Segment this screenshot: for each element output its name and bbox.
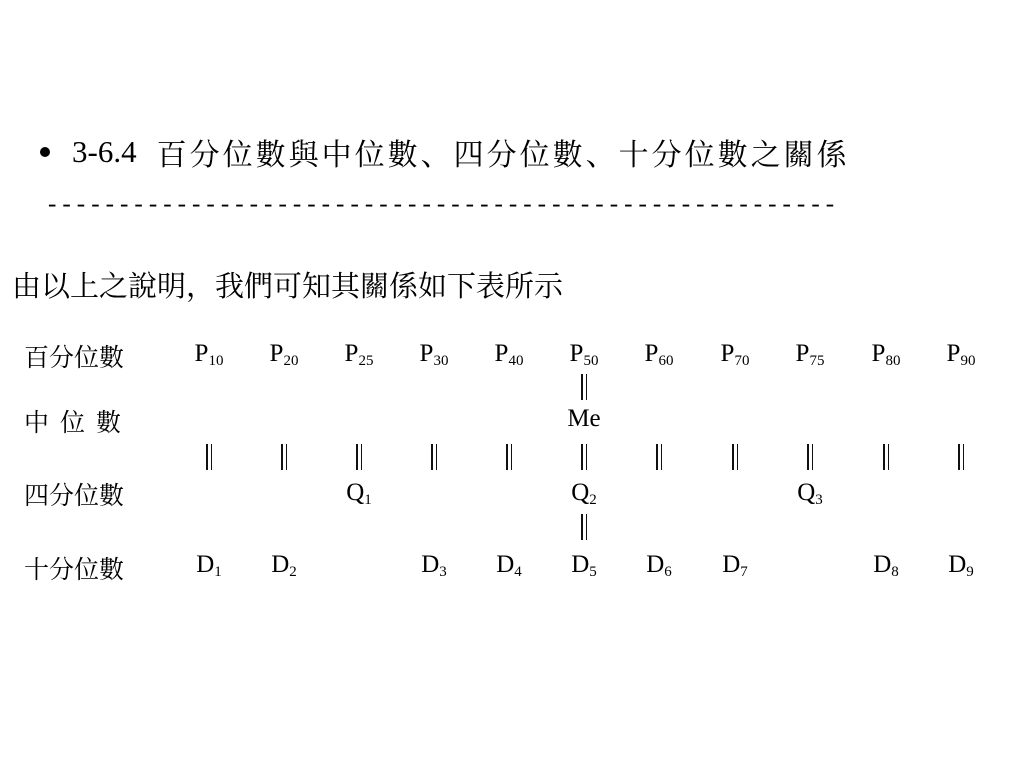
decile-cell: $D_5$ [571,551,597,580]
quartile-cell: $Q_3$ [797,479,823,508]
equals-mark [695,444,775,472]
equals-mark [169,444,249,472]
percentile-cell: $P_{60}$ [644,340,674,369]
equals-mark [846,444,926,472]
row-label-percentile: 百分位數 [24,343,125,372]
equals-mark [544,374,624,402]
equals-mark [544,514,624,542]
dashed-rule: ------------------------------------------------------- [45,193,838,220]
percentile-cell: $P_{20}$ [269,340,299,369]
bullet-icon [40,147,50,157]
decile-cell: $D_9$ [948,551,974,580]
decile-cell: $D_8$ [873,551,899,580]
percentile-cell: $P_{30}$ [419,340,449,369]
percentile-cell: $P_{75}$ [795,340,825,369]
equals-mark [319,444,399,472]
equals-mark [244,444,324,472]
decile-cell: $D_2$ [271,551,297,580]
percentile-cell: $P_{40}$ [494,340,524,369]
decile-cell: $D_6$ [646,551,672,580]
percentile-cell: $P_{80}$ [871,340,901,369]
quartile-cell: $Q_1$ [346,479,372,508]
percentile-cell: $P_{25}$ [344,340,374,369]
decile-cell: $D_3$ [421,551,447,580]
equals-mark [921,444,1001,472]
percentile-cell: $P_{50}$ [569,340,599,369]
section-number: 3-6.4 [72,134,137,169]
median-cell: Me [567,405,601,432]
intro-text: 由以上之說明，我們可知其關係如下表所示 [12,269,564,303]
decile-cell: $D_1$ [196,551,222,580]
percentile-cell: $P_{10}$ [194,340,224,369]
equals-mark [770,444,850,472]
row-label-decile: 十分位數 [24,555,125,584]
section-heading [40,128,850,176]
equals-mark [619,444,699,472]
equals-mark [544,444,624,472]
row-label-median: 中位數 [24,408,133,437]
section-title: 百分位數與中位數、四分位數、十分位數之關係 [156,138,850,173]
percentile-cell: $P_{90}$ [946,340,976,369]
row-label-quartile: 四分位數 [24,481,125,510]
quartile-cell: $Q_2$ [571,479,597,508]
equals-mark [469,444,549,472]
decile-cell: $D_7$ [722,551,748,580]
equals-mark [394,444,474,472]
percentile-cell: $P_{70}$ [720,340,750,369]
decile-cell: $D_4$ [496,551,522,580]
